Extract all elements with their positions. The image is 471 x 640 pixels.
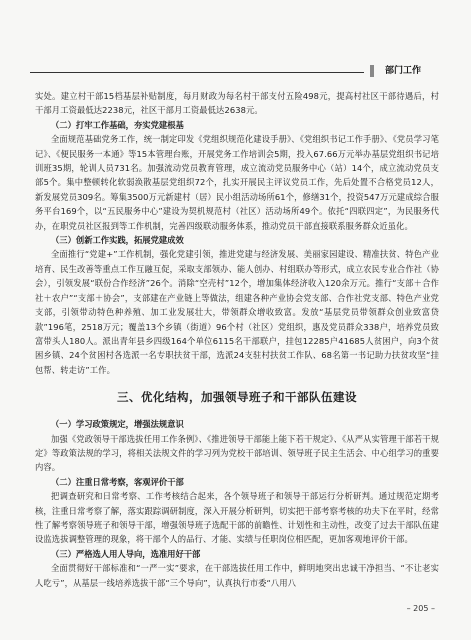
header-rule [30, 72, 364, 73]
section-tag: 部门工作 [370, 62, 436, 80]
page-number: – 205 – [406, 604, 435, 613]
subsection-heading: （二）打牢工作基础，夯实党建根基 [51, 119, 184, 130]
subsection-heading: （二）注重日常考察，客观评价干部 [51, 476, 184, 487]
section-heading: 三、优化结构，加强领导班子和干部队伍建设 [117, 390, 357, 405]
body-paragraph: 全面贯彻好干部标准和“一严一实”要求，在干部选拔任用工作中，鲜明地突出忠诚干净担当、“不让老实人吃亏”，从基层一线培养选拔干部“三个导向”，认真执行市委“八用八 [35, 563, 439, 588]
document-body [35, 89, 439, 590]
body-paragraph: 实处。建立村干部15档基层补贴制度，每月财政为每名村干部支付五险498元，提高村社区干部待遇后，村干部月工资最低达2238元，社区干部月工资最低达2638元。 [35, 91, 439, 116]
body-paragraph: 加强《党政领导干部选拔任用工作条例》、《推进领导干部能上能下若干规定》、《从严从实管理干部若干规定》等政策法规的学习，将相关法规文件的学习列为党校干部培训、领导班子民主生活会、中心组学习的重要内容。 [35, 433, 439, 473]
body-paragraph: 全面推行“党建+”工作机制，强化党建引领，推进党建与经济发展、美丽家园建设、精准扶贫、特色产业培育、民生改善等重点工作互融互促，采取支部领办、能人创办、村组联办等形式，成立农民专业合作社（协会），引领发展“联份合作经济”26个。消除“空壳村”12个，增加集体经济收入120余万元。推行“支部＋合作社＋农户”“支部＋协会”，支部建在产业链上等做法，组建各种产业协会党支部、合作社党支部、特色产业党支部，引领带动特色种养殖、加工业发展壮大，带领群众增收致富。发放“基层党员带领群众创业致富贷款”196笔，2518万元；覆盖13个乡镇（街道）96个村（社区）党组织，惠及党员群众338户，培养党员致富带头人180人。派出青年县乡四级164个单位6115名干部联户，挂包12285户41685人贫困户，向3个贫困乡镇、24个贫困村各选派一名专职扶贫干部，选派24支驻村扶贫工作队、68名第一书记助力扶贫攻坚“挂包帮、转走访”工作。 [35, 249, 439, 375]
subsection-heading: （三）严格选人用人导向，选准用好干部 [51, 548, 201, 559]
subsection-heading: （三）创新工作实践，拓展党建成效 [51, 235, 184, 246]
body-paragraph: 全面规范基础党务工作，统一制定印发《党组织规范化建设手册》、《党组织书记工作手册》、《党员学习笔记》、《便民服务一本通》等15本管理台账，开展党务工作培训会5期，投入67.66万元举办基层党组织书记培训班35期，轮训人员731名。加强流动党员教育管理，成立流动党员服务中心（站）14个，成立流动党员支部5个。集中整顿转化软弱涣散基层党组织72个，扎实开展民主评议党员工作，先后处置不合格党员12人，新发展党员309名。筹集3500万元新建村（居）民小组活动场所61个，修缮31个，投资547万元建成综合服务平台169个，以“五民服务中心”建设为契机规范村（社区）活动场所49个。依托“四联四定”，为民服务代办，在职党员社区报到等工作机制，完善四级联动服务体系，推动党员干部直接联系服务群众近虽化。 [35, 134, 439, 231]
subsection-heading: （一）学习政策规定，增强法规意识 [51, 419, 184, 430]
body-paragraph: 把调查研究和日常考察、工作考核结合起来，各个领导班子和领导干部运行分析研判。通过规范定期考核，注重日常考察了解，落实跟踪调研制度，深入开展分析研判，切实把干部考察考核的功夫下在平时，经常性了解考察领导班子和领导干部，增强领导班子选配干部的前瞻性、计划性和主动性，改变了过去干部队伍建设监选拔调整管理的现象，将干部个人的品行、才能、实绩与任职岗位相匹配，更加客观地评价干部。 [35, 491, 439, 545]
